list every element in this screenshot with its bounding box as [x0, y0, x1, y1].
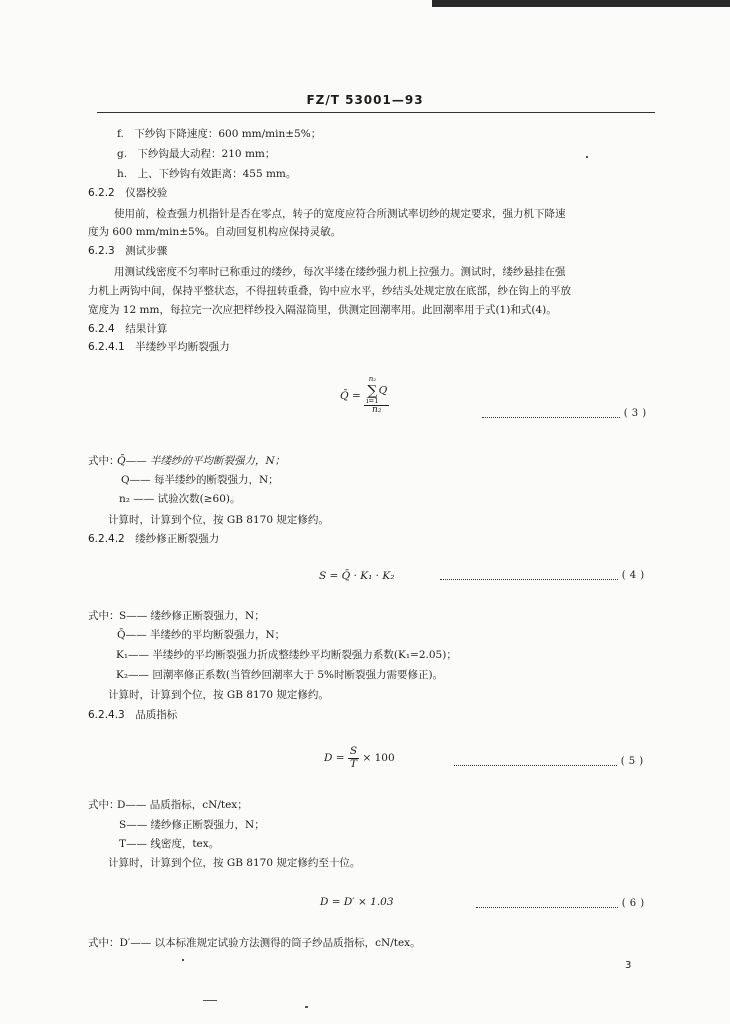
eq4-def-k2: K₂—— 回潮率修正系数(当管纱回潮率大于 5%时断裂强力需要修正)。 [116, 669, 444, 681]
eq3-sum-variable: Q [378, 384, 388, 397]
scan-speck [305, 1006, 308, 1008]
eq3-lhs: Q̄ = [340, 390, 361, 403]
section-6-2-3-para-line2: 力机上两钩中间，保持平整状态，不得扭转重叠，钩中应水平，纱结头处规定放在底部，纱在钩上的平放 [88, 285, 571, 297]
eq6-where-definition: 式中：D′—— 以本标准规定试验方法测得的筒子纱品质指标，cN/tex。 [88, 937, 421, 949]
section-6-2-3-para-line3: 宽度为 12 mm，每拉完一次应把样纱投入隔湿筒里，供测定回潮率用。此回潮率用于式(1)和式(4)。 [88, 304, 557, 316]
eq5-def-s: S—— 缕纱修正断裂强力，N； [119, 819, 265, 831]
section-6-2-4-1-title: 6.2.4.1 半缕纱平均断裂强力 [88, 341, 230, 353]
section-6-2-2-title: 6.2.2 仪器校验 [88, 187, 168, 199]
section-6-2-4-2-title: 6.2.4.2 缕纱修正断裂强力 [88, 533, 220, 545]
scan-speck [203, 1000, 217, 1001]
equation-3 [340, 376, 389, 416]
header-rule [97, 112, 655, 113]
section-6-2-4-3-title: 6.2.4.3 品质指标 [88, 709, 178, 721]
eq5-def-t: T—— 线密度，tex。 [119, 838, 220, 850]
eq5-numerator: S [349, 745, 358, 757]
eq4-number-leader [440, 570, 645, 581]
eq3-def-q: Q—— 每半缕纱的断裂强力，N； [121, 474, 279, 486]
eq5-rounding-note: 计算时，计算到个位，按 GB 8170 规定修约至十位。 [108, 857, 361, 869]
eq4-rounding-note: 计算时，计算到个位，按 GB 8170 规定修约。 [108, 689, 329, 701]
item-g: g. 下纱钩最大动程：210 mm； [117, 148, 276, 160]
eq3-number-leader [482, 408, 647, 419]
standard-code-header: FZ/T 53001—93 [306, 93, 424, 107]
section-6-2-3-para-line1: 用测试线密度不匀率时已称重过的缕纱，每次半缕在缕纱强力机上拉强力。测试时，缕纱悬挂在强 [114, 266, 566, 278]
equation-5 [324, 746, 395, 770]
eq4-def-s: S—— 缕纱修正断裂强力，N； [119, 610, 265, 622]
eq5-number: ( 5 ) [620, 756, 644, 767]
eq6-number: ( 6 ) [621, 898, 645, 909]
eq5-where-prefix: 式中： [88, 799, 120, 811]
page-number: 3 [625, 960, 632, 971]
equation-4: S = Q̄ · K₁ · K₂ [319, 570, 395, 582]
item-h: h. 上、下纱钩有效距离：455 mm。 [117, 168, 297, 180]
sum-icon: ∑ [367, 382, 378, 399]
equation-6: D = D′ × 1.03 [320, 896, 394, 908]
eq3-rounding-note: 计算时，计算到个位，按 GB 8170 规定修约。 [108, 514, 329, 526]
eq4-where-prefix: 式中： [88, 610, 120, 622]
eq3-denominator: n₂ [371, 405, 382, 416]
eq4-def-qbar: Q̄—— 半缕纱的平均断裂强力，N； [117, 629, 286, 641]
eq3-def-n2: n₂ —— 试验次数(≥60)。 [119, 493, 241, 505]
eq5-number-leader [454, 756, 644, 767]
section-6-2-2-para-line1: 使用前，检查强力机指针是否在零点，转子的宽度应符合所测试率切纱的规定要求，强力机下降速 [114, 208, 566, 220]
section-6-2-3-title: 6.2.3 测试步骤 [88, 245, 168, 257]
section-6-2-4-title: 6.2.4 结果计算 [88, 323, 168, 335]
eq5-lhs: D = [324, 752, 345, 765]
section-6-2-2-para-line2: 度为 600 mm/min±5%。自动回复机构应保持灵敏。 [88, 226, 342, 238]
eq3-def-qbar: Q̄—— 半缕纱的平均断裂强力，N； [117, 455, 286, 467]
scan-speck [586, 156, 588, 158]
eq5-rhs: × 100 [362, 752, 395, 765]
eq5-denominator: T [350, 757, 358, 770]
eq4-def-k1: K₁—— 半缕纱的平均断裂强力折成整缕纱平均断裂强力系数(K₁=2.05)； [116, 649, 457, 661]
eq3-sum-upper: n₂ [368, 375, 377, 383]
eq3-sum-lower: i=1 [366, 396, 379, 405]
eq3-where-prefix: 式中： [88, 455, 120, 467]
eq3-number: ( 3 ) [623, 408, 647, 419]
item-f: f. 下纱钩下降速度：600 mm/min±5%； [117, 128, 322, 140]
eq4-number: ( 4 ) [621, 570, 645, 581]
eq5-def-d: D—— 品质指标，cN/tex； [117, 799, 248, 811]
scan-speck [182, 959, 184, 961]
scan-top-edge [432, 0, 730, 7]
eq5-fraction [348, 746, 359, 770]
eq3-fraction [364, 376, 389, 416]
eq6-number-leader [476, 898, 645, 909]
